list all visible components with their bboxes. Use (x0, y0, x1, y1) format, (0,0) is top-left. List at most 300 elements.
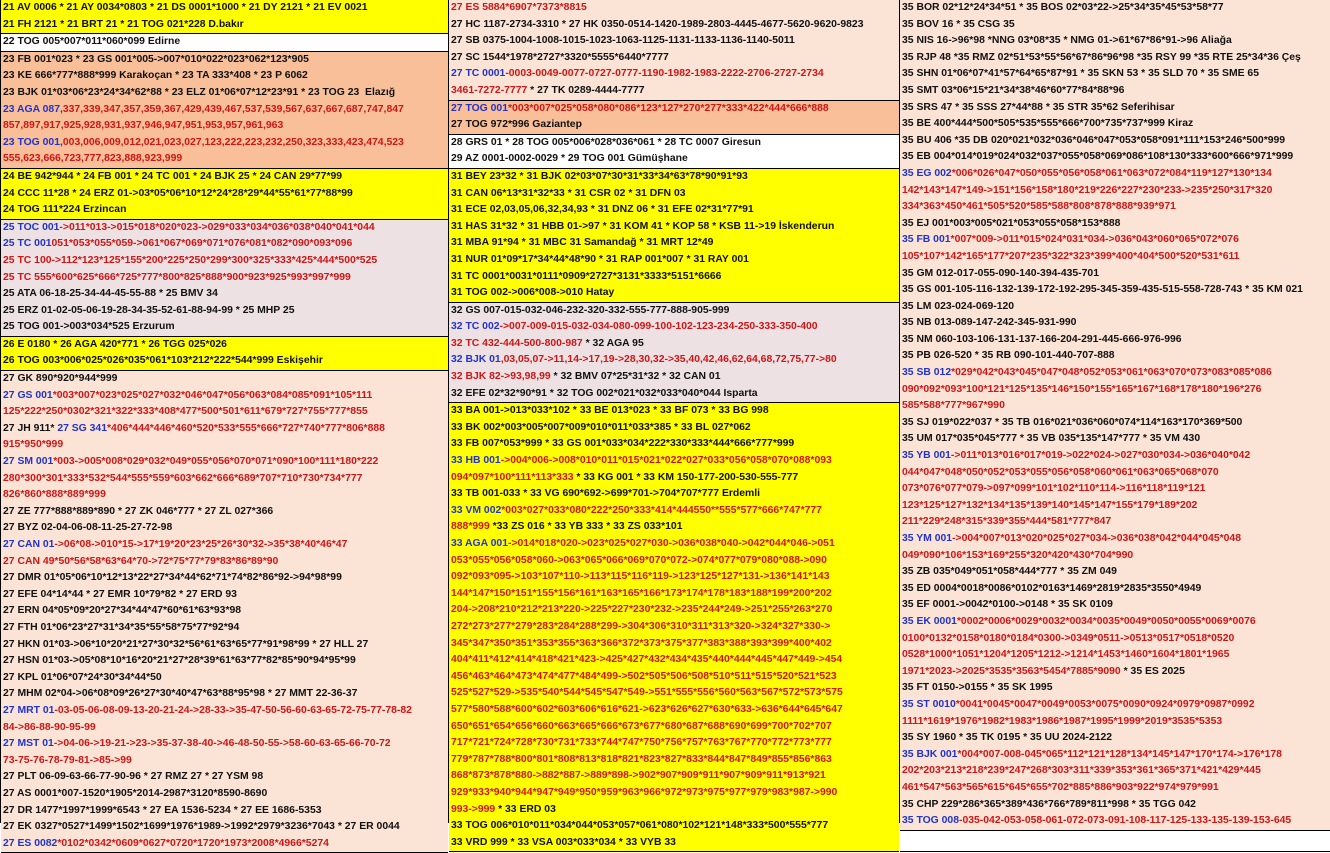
cell-text: 272*273*277*279*283*284*288*299->304*306*310*311*313*320->324*327*330-> (451, 620, 831, 632)
cell-line (3, 388, 446, 405)
cell-text: * 32 BMV 07*25*31*32 * 32 CAN 01 (550, 371, 721, 383)
cell-text: 27 ZE 777*888*889*890 * 27 ZK 046*777 * 27 ZL 027*366 (3, 505, 274, 517)
cell-line (902, 332, 1328, 349)
cell-line (902, 166, 1328, 183)
cell-text: 25 TOC 001 (3, 221, 60, 233)
sheet-cell[interactable] (449, 101, 899, 135)
cell-line (451, 486, 897, 503)
cell-line (3, 319, 446, 336)
cell-text: *33 ZS 016 * 33 YB 333 * 33 ZS 033*101 (489, 521, 683, 533)
cell-text: 35 YM 001 (902, 533, 953, 544)
cell-text: 27 TOG 001 (451, 102, 508, 114)
cell-line (902, 680, 1328, 697)
cell-line (3, 720, 446, 737)
cell-text: 25 ERZ 01-02-05-06-19-28-34-35-52-61-88-94-99 * 25 MHP 25 (3, 304, 295, 316)
cell-line (451, 219, 897, 236)
cell-line (451, 669, 897, 686)
cell-text: 826*860*888*889*999 (3, 489, 106, 501)
cell-text: 28 GRS 01 * 28 TOG 005*006*028*036*061 * 28 TC 0007 Giresun (451, 136, 761, 148)
cell-text: ->007-009-015-032-034-080-099-100-102-123-234-250-333-350-400 (499, 321, 818, 333)
cell-text: 31 TC 0001*0031*0111*0909*2727*3131*3333*5151*6666 (451, 270, 722, 282)
cell-line (451, 536, 897, 553)
cell-text: 404*411*412*414*418*421*423->425*427*432*434*435*440*444*445*447*449->454 (451, 654, 843, 666)
cell-text: 090*092*093*100*121*125*135*146*150*155*165*167*168*178*180*196*276 (902, 383, 1262, 395)
cell-line (451, 768, 897, 785)
cell-line (3, 68, 446, 85)
cell-line (451, 369, 897, 386)
cell-text: 35 ED 0004*0018*0086*0102*0163*1469*2819*2835*3550*4949 (902, 582, 1202, 594)
cell-text: 35 NM 060-103-106-131-137-166-204-291-445-666-976-996 (902, 333, 1182, 345)
cell-line (3, 637, 446, 654)
cell-text: 993->999 (451, 803, 496, 815)
cell-text: 35 YB 001 (902, 450, 951, 462)
cell-line (902, 797, 1328, 814)
cell-line (902, 149, 1328, 166)
cell-line (451, 235, 897, 252)
cell-text: *0102*0342*0609*0627*0720*1720*1973*2008*4966*5274 (57, 837, 329, 849)
cell-line (902, 831, 1328, 848)
cell-line (451, 503, 897, 520)
cell-text: * 35 ES 2025 (1120, 665, 1185, 677)
cell-text: 717*721*724*728*730*731*733*744*747*750*756*757*763*767*770*772*773*777 (451, 737, 832, 749)
cell-line (3, 34, 446, 51)
cell-line (902, 216, 1328, 233)
cell-text: 23 AGA 087, (3, 103, 63, 115)
cell-text: 35 ZB 035*049*051*058*444*777 * 35 ZM 049 (902, 566, 1117, 578)
cell-text: 32 BJK 01 (451, 354, 501, 366)
cell-text: 27 PLT 06-09-63-66-77-90-96 * 27 RMZ 27 * 27 YSM 98 (3, 771, 264, 783)
cell-line (902, 266, 1328, 283)
cell-line (451, 169, 897, 186)
cell-text: *003*027*033*080*222*250*333*414*444550**555*577*666*747*777 (501, 504, 822, 516)
cell-line (3, 653, 446, 670)
cell-text: ->004*007*013*020*025*027*034->036*038*042*044*045*048 (952, 533, 1241, 544)
cell-text: 29 AZ 0001-0002-0029 * 29 TOG 001 Gümüşhane (451, 153, 688, 165)
cell-line (451, 66, 897, 83)
cell-line (902, 498, 1328, 515)
cell-line (902, 398, 1328, 415)
cell-line (451, 151, 897, 168)
cell-text: 27 AS 0001*007-1520*1905*2014-2987*3120*8590-8690 (3, 787, 268, 799)
cell-line (902, 50, 1328, 67)
cell-text: 73-75-76-78-79-81->85->99 (3, 754, 132, 766)
cell-line (3, 404, 446, 421)
cell-line (3, 554, 446, 571)
sheet-cell[interactable] (1, 220, 448, 337)
cell-line (451, 285, 897, 302)
cell-line (3, 520, 446, 537)
cell-line (451, 735, 897, 752)
cell-line (451, 202, 897, 219)
cell-text: 27 ES 0082 (3, 837, 58, 849)
cell-line (3, 135, 446, 152)
cell-text: *003->005*008*029*032*049*055*056*070*071*090*100*111*180*222 (53, 456, 379, 468)
cell-line (902, 299, 1328, 316)
cell-text: 33 FB 007*053*999 * 33 GS 001*033*034*222*330*333*444*666*777*999 (451, 438, 795, 450)
cell-text: 24 BE 942*944 * 24 FB 001 * 24 TC 001 * 24 BJK 25 * 24 CAN 29*77*99 (3, 170, 343, 182)
cell-text: 779*787*788*800*801*808*813*818*821*823*827*833*844*847*849*855*856*863 (451, 753, 832, 765)
cell-text: *029*042*043*045*047*048*052*053*061*063*070*073*083*085*086 (951, 367, 1272, 379)
cell-text: 27 ERN 04*05*09*20*27*34*44*47*60*61*63*93*98 (3, 605, 242, 617)
cell-line (3, 769, 446, 786)
cell-text: 27 GS 001 (3, 389, 53, 401)
cell-line (451, 420, 897, 437)
sheet-cell[interactable] (449, 169, 899, 303)
cell-text: ->011*013*016*017*019->022*024->027*030*034->036*040*042 (950, 450, 1251, 462)
cell-text: 35 BJK 001 (902, 748, 958, 760)
cell-line (3, 220, 446, 237)
cell-line (902, 531, 1328, 548)
cell-text: ,03,05,07->11,14->17,19->28,30,32->35,40,42,46,62,64,68,72,75,77->80 (500, 354, 837, 366)
cell-line (3, 537, 446, 554)
sheet-cell[interactable] (1, 169, 448, 220)
cell-line (3, 421, 446, 438)
cell-line (902, 0, 1328, 17)
sheet-cell[interactable] (449, 135, 899, 169)
cell-line (451, 702, 897, 719)
cell-line (3, 836, 446, 853)
cell-text: ->004*006->008*010*011*015*021*022*027*033*056*058*070*088*093 (500, 455, 832, 467)
cell-text: 585*588*777*967*990 (902, 400, 1005, 412)
cell-line (3, 286, 446, 303)
cell-text: 27 HC 1187-2734-3310 * 27 HK 0350-0514-1420-1989-2803-4445-4677-5620-9620-9823 (451, 18, 864, 30)
cell-line (3, 487, 446, 504)
cell-text: 35 BOV 16 * 35 CSG 35 (902, 18, 1015, 30)
cell-line (902, 448, 1328, 465)
cell-text: 337,339,347,357,359,367,429,439,467,537,539,567,637,667,687,747,847 (62, 103, 404, 115)
cell-line (902, 664, 1328, 681)
sheet-cell[interactable] (1, 371, 448, 853)
cell-text: 35 EK 0001 (902, 615, 957, 627)
cell-line (451, 303, 897, 320)
cell-line (902, 581, 1328, 598)
cell-line (451, 336, 897, 353)
cell-text: -03-05-06-08-09-13-20-21-24->28-33->35-47-50-56-60-63-65-72-75-77-78-82 (54, 704, 412, 716)
cell-text: 35 UM 017*035*045*777 * 35 VB 035*135*147*777 * 35 VM 430 (902, 433, 1201, 445)
cell-text: 35 TOG 008 (902, 815, 959, 827)
cell-text: 27 SM 001 (3, 456, 54, 468)
cell-line (451, 352, 897, 369)
cell-line (451, 252, 897, 269)
cell-text: 31 TOG 002->006*008->010 Hatay (451, 287, 615, 299)
cell-text: 21 FH 2121 * 21 BRT 21 * 21 TOG 021*228 D.bakır (3, 18, 244, 30)
sheet-cell[interactable] (900, 0, 1330, 831)
cell-line (902, 199, 1328, 216)
cell-text: 24 TOG 111*224 Erzincan (3, 204, 127, 216)
sheet-cell[interactable] (1, 34, 448, 52)
cell-text: 27 SB 0375-1004-1008-1015-1023-1063-1125-1131-1133-1136-1140-5011 (451, 35, 795, 47)
cell-line (451, 319, 897, 336)
cell-text: -035-042-053-058-061-072-073-091-108-117-125-133-135-139-153-645 (959, 815, 1292, 827)
cell-text: 204->208*210*212*213*220->225*227*230*232->235*244*249->251*255*263*270 (451, 604, 833, 616)
cell-line (451, 83, 897, 100)
cell-text: 35 RJP 48 *35 RMZ 02*51*53*55*56*67*86*96*98 *35 RSY 99 *35 RTE 25*34*36 Çeş (902, 51, 1301, 63)
cell-text: 27 DMR 01*05*06*10*12*13*22*27*34*44*62*71*74*82*86*92->94*98*99 (3, 572, 342, 584)
cell-text: 123*125*127*132*134*135*139*140*145*147*155*179*189*202 (902, 499, 1198, 511)
cell-text: ->014*018*020->023*025*027*030->036*038*040->042*044*046->051 (508, 538, 835, 549)
cell-text: *004*007-008-045*065*112*121*128*134*145*147*170*174->176*178 (957, 748, 1282, 760)
cell-line (451, 586, 897, 603)
cell-text: 142*143*147*149->151*156*158*180*219*226*227*230*233->235*250*317*320 (902, 184, 1273, 196)
cell-line (3, 620, 446, 637)
cell-text: 35 SJ 019*022*037 * 35 TB 016*021*036*060*074*114*163*170*369*500 (902, 416, 1243, 428)
cell-line (451, 619, 897, 636)
cell-text: 27 MST 01 (3, 738, 54, 750)
cell-text: 25 TC 001 (3, 238, 52, 250)
cell-text: 27 EFE 04*14*44 * 27 EMR 10*79*82 * 27 ERD 93 (3, 588, 237, 600)
cell-text: 27 CAN 49*50*56*58*63*64*70->72*75*77*79*83*86*89*90 (3, 555, 279, 567)
cell-line (902, 730, 1328, 747)
cell-text: 27 TOG 972*996 Gaziantep (451, 119, 582, 131)
cell-text: 25 ATA 06-18-25-34-44-45-55-88 * 25 BMV 34 (3, 288, 218, 300)
cell-text: 053*055*056*058*060->063*065*066*069*070*072->074*077*079*080*088->090 (451, 554, 827, 566)
cell-text: 27 CAN 01 (3, 539, 55, 550)
cell-text: 31 NUR 01*09*17*34*44*48*90 * 31 RAP 001*007 * 31 RAY 001 (451, 253, 749, 265)
cell-text: 35 PB 026-520 * 35 RB 090-101-440-707-888 (902, 350, 1115, 362)
cell-text: *0002*0006*0029*0032*0034*0035*0049*0050*0055*0069*0076 (956, 615, 1256, 627)
sheet-cell[interactable] (449, 0, 899, 101)
cell-line (3, 471, 446, 488)
cell-line (3, 186, 446, 203)
cell-text: 650*651*654*656*660*663*665*666*673*677*680*687*688*690*699*700*702*707 (451, 720, 832, 732)
cell-text: 27 DR 1477*1997*1999*6543 * 27 EA 1536-5234 * 27 EE 1686-5353 (3, 804, 322, 816)
cell-line (3, 437, 446, 454)
cell-text: 32 TC 432-444-500-800-987 (451, 337, 583, 349)
cell-line (3, 504, 446, 521)
cell-line (3, 118, 446, 135)
cell-text: 0528*1000*1051*1204*1205*1212->1214*1453*1460*1604*1801*1965 (902, 649, 1230, 661)
cell-text: 35 EJ 001*003*005*021*053*055*058*153*888 (902, 217, 1121, 229)
cell-text: 27 HSN 01*03->05*08*10*16*20*21*27*28*39*61*63*77*82*85*90*94*95*99 (3, 655, 356, 667)
cell-line (902, 415, 1328, 432)
cell-line (902, 763, 1328, 780)
cell-line (902, 431, 1328, 448)
cell-line (3, 454, 446, 471)
cell-text: 24 CCC 11*28 * 24 ERZ 01->03*05*06*10*12*24*28*29*44*55*61*77*88*99 (3, 187, 353, 199)
cell-text: 26 TOG 003*006*025*026*035*061*103*212*222*544*999 Eskişehir (3, 355, 323, 367)
cell-text: 35 CHP 229*286*365*389*436*766*789*811*998 * 35 TGG 042 (902, 798, 1196, 810)
cell-text: 21 AV 0006 * 21 AY 0034*0803 * 21 DS 0001*1000 * 21 DY 2121 * 21 EV 0021 (3, 2, 368, 13)
cell-text: 33 VM 002 (451, 504, 502, 516)
sheet-cell[interactable] (1, 52, 448, 169)
cell-text: 35 SHN 01*06*07*41*57*64*65*87*91 * 35 SKN 53 * 35 SLD 70 * 35 SME 65 (902, 68, 1259, 80)
cell-text: 25 TC 555*600*625*666*725*777*800*825*888*900*923*925*993*997*999 (3, 271, 351, 283)
cell-line (3, 52, 446, 69)
cell-line (451, 101, 897, 118)
cell-line (3, 803, 446, 820)
cell-line (3, 603, 446, 620)
cell-text: 27 JH 911* (3, 422, 58, 434)
cell-line (902, 232, 1328, 249)
cell-text: 35 BE 400*444*500*505*535*555*666*700*735*737*999 Kiraz (902, 118, 1194, 130)
cell-text: 280*300*301*333*532*544*555*559*603*662*666*689*707*710*730*734*777 (3, 472, 363, 484)
cell-text: 26 E 0180 * 26 AGA 420*771 * 26 TGG 025*026 (3, 338, 227, 350)
cell-line (902, 282, 1328, 299)
cell-text: 32 BJK 82->93,98,99 (451, 371, 551, 383)
cell-text: *0041*0045*0047*0049*0053*0075*0090*0924*0979*0987*0992 (955, 698, 1255, 710)
cell-line (451, 818, 897, 835)
cell-text: 092*093*095->103*107*110->113*115*116*119->123*125*127*131->136*141*143 (451, 571, 830, 583)
cell-text: * 27 TK 0289-4444-7777 (527, 84, 645, 96)
cell-text: 27 SG 341 (57, 422, 107, 434)
cell-line (902, 17, 1328, 34)
cell-line (3, 703, 446, 720)
cell-text: 125*222*250*0302*321*322*333*408*477*500*501*611*679*727*755*777*855 (3, 406, 368, 418)
cell-line (451, 719, 897, 736)
cell-line (451, 17, 897, 34)
cell-text: *007*009->011*015*024*031*034->036*043*060*065*072*076 (950, 234, 1239, 246)
sheet-cell[interactable] (900, 831, 1330, 852)
cell-line (451, 453, 897, 470)
cell-line (902, 631, 1328, 648)
cell-line (451, 403, 897, 420)
sheet-cell[interactable] (449, 403, 899, 852)
cell-line (902, 597, 1328, 614)
cell-line (451, 553, 897, 570)
cell-line (902, 33, 1328, 50)
cell-line (3, 0, 446, 17)
cell-text: 23 KE 666*777*888*999 Karakoçan * 23 TA 333*408 * 23 P 6062 (3, 70, 308, 82)
cell-text: 3461-7272-7777 (451, 84, 528, 96)
cell-text: 345*347*350*351*353*355*363*366*372*373*375*377*383*388*393*399*400*402 (451, 637, 832, 649)
sheet-column-1 (0, 0, 448, 849)
cell-line (451, 186, 897, 203)
cell-text: 144*147*150*151*155*156*161*163*165*166*173*174*178*183*188*199*200*202 (451, 587, 832, 599)
cell-text: 22 TOG 005*007*011*060*099 Edirne (3, 36, 181, 48)
cell-text: 456*463*464*473*474*477*484*499->502*505*506*508*510*511*515*520*521*523 (451, 670, 837, 682)
cell-text: 32 EFE 02*32*90*91 * 32 TOG 002*021*032*033*040*044 Isparta (451, 387, 758, 399)
cell-line (902, 133, 1328, 150)
cell-text: 35 EG 002 (902, 167, 952, 179)
cell-line (3, 570, 446, 587)
cell-text: *006*026*047*050*055*056*058*061*063*072*084*119*127*130*134 (951, 167, 1272, 179)
cell-text: 32 GS 007-015-032-046-232-320-332-555-777-888-905-999 (451, 304, 730, 316)
cell-line (451, 569, 897, 586)
cell-line (902, 249, 1328, 266)
cell-line (3, 371, 446, 388)
cell-text: 33 TB 001-033 * 33 VG 690*692->699*701->704*707*777 Erdemli (451, 488, 761, 500)
sheet-cell[interactable] (1, 337, 448, 371)
cell-text: 0100*0132*0158*0180*0184*0300->0349*0511->0513*0517*0518*0520 (902, 632, 1235, 644)
cell-line (3, 169, 446, 186)
cell-text: ->06*08->010*15->17*19*20*23*25*26*30*32->35*38*40*46*47 (54, 539, 348, 550)
cell-text: 35 BOR 02*12*24*34*51 * 35 BOS 02*03*22->25*34*35*45*53*58*77 (902, 2, 1224, 13)
cell-line (451, 0, 897, 17)
cell-text: 202*203*213*218*239*247*268*303*311*339*353*361*365*371*421*429*445 (902, 765, 1261, 777)
cell-line (3, 587, 446, 604)
cell-text: 461*547*563*565*615*645*655*702*885*886*903*922*974*979*991 (902, 781, 1219, 793)
cell-text: 31 MBA 91*94 * 31 MBC 31 Samandağ * 31 MRT 12*49 (451, 237, 714, 249)
cell-line (902, 465, 1328, 482)
cell-text: 23 BJK 01*03*06*23*24*34*62*88 * 23 ELZ 01*06*07*12*23*91 * 23 TOG 23 Elazığ (3, 86, 396, 98)
cell-line (451, 117, 897, 134)
cell-text: 049*090*106*153*169*255*320*420*430*704*990 (902, 549, 1134, 561)
cell-text: 27 KPL 01*06*07*24*30*34*44*50 (3, 671, 162, 683)
cell-text: 915*950*999 (3, 439, 64, 451)
cell-line (451, 470, 897, 487)
cell-text: 23 FB 001*023 * 23 GS 001*005->007*010*022*023*062*123*905 (3, 53, 309, 65)
cell-text: 334*363*450*461*505*520*585*588*808*878*888*939*971 (902, 201, 1176, 213)
cell-line (451, 636, 897, 653)
cell-text: 857,897,917,925,928,931,937,946,947,951,953,957,961,963 (3, 120, 284, 132)
cell-text: 27 EK 0327*0527*1499*1502*1699*1976*1989->1992*2979*3236*7043 * 27 ER 0044 (3, 821, 400, 833)
cell-text: 35 EB 004*014*019*024*032*037*055*058*069*086*108*130*333*600*666*971*999 (902, 151, 1294, 163)
cell-text: 35 GS 001-105-116-132-139-172-192-295-345-359-435-515-558-728-743 * 35 KM 021 (902, 284, 1303, 296)
cell-text: ->011*013->015*018*020*023->029*033*034*036*038*040*041*044 (59, 221, 375, 233)
cell-text: 27 BYZ 02-04-06-08-11-25-27-72-98 (3, 522, 173, 534)
cell-text: 27 ES 5884*6907*7373*8815 (451, 2, 587, 13)
cell-text: *406*444*446*460*520*533*555*666*727*740*777*806*888 (107, 422, 385, 434)
sheet-column-3 (899, 0, 1330, 827)
cell-text: 33 BK 002*003*005*007*009*010*011*033*385 * 33 BL 027*062 (451, 421, 751, 433)
cell-text: 31 HAS 31*32 * 31 HBB 01->97 * 31 KOM 41 * KOP 58 * KSB 11->19 İskenderun (451, 220, 835, 232)
cell-line (3, 202, 446, 219)
cell-line (902, 714, 1328, 731)
cell-line (3, 670, 446, 687)
cell-line (451, 752, 897, 769)
cell-line (3, 270, 446, 287)
cell-line (902, 548, 1328, 565)
cell-text: 555,623,666,723,777,823,888,923,999 (3, 153, 183, 165)
cell-text: 003,006,009,012,021,023,027,123,222,223,232,250,323,333,423,474,523 (62, 136, 404, 148)
cell-line (3, 253, 446, 270)
cell-text: 868*873*878*880->882*887->889*898->902*907*909*911*907*909*911*913*921 (451, 770, 826, 782)
sheet-cell[interactable] (449, 303, 899, 404)
cell-text: 31 ECE 02,03,05,06,32,34,93 * 31 DNZ 06 * 31 EFE 02*31*77*91 (451, 204, 754, 216)
cell-text: * 33 ERD 03 (495, 803, 556, 815)
cell-text: 35 NB 013-089-147-242-345-931-990 (902, 317, 1077, 329)
cell-text: 27 FTH 01*06*23*27*31*34*35*55*58*75*77*92*94 (3, 621, 240, 633)
cell-text: 35 BU 406 *35 DB 020*021*032*036*046*047*053*058*091*111*153*246*500*999 (902, 134, 1286, 146)
cell-text: 35 SB 012 (902, 367, 952, 379)
cell-text: 33 VRD 999 * 33 VSA 003*033*034 * 33 VYB 33 (451, 836, 676, 848)
cell-line (902, 365, 1328, 382)
cell-text: -0003-0049-0077-0727-0777-1190-1982-1983-2222-2706-2727-2734 (505, 68, 824, 80)
sheet-cell[interactable] (1, 0, 448, 34)
cell-line (902, 116, 1328, 133)
cell-text: 84->86-88-90-95-99 (3, 721, 96, 733)
cell-line (3, 85, 446, 102)
cell-line (451, 386, 897, 403)
cell-text: 33 TOG 006*010*011*034*044*053*057*061*080*102*121*148*333*500*555*777 (451, 820, 829, 832)
cell-line (3, 353, 446, 370)
cell-text: *003*007*025*058*080*086*123*127*270*277*333*422*444*666*888 (508, 102, 829, 114)
cell-text: 577*580*588*600*602*603*606*616*621->623*626*627*630*633->636*644*645*647 (451, 703, 843, 715)
cell-line (451, 50, 897, 67)
cell-line (451, 835, 897, 852)
cell-text: 105*107*142*165*177*207*235*322*323*399*400*404*500*520*531*611 (902, 250, 1240, 262)
sheet-column-2 (448, 0, 899, 848)
cell-line (902, 747, 1328, 764)
cell-line (902, 813, 1328, 830)
cell-text: 27 SC 1544*1978*2727*3320*5555*6440*7777 (451, 51, 669, 63)
cell-line (3, 337, 446, 354)
cell-text: 33 HB 001 (451, 455, 501, 467)
cell-text: * 33 KG 001 * 33 KM 150-177-200-530-555-777 (573, 471, 799, 483)
cell-line (902, 780, 1328, 797)
cell-line (451, 135, 897, 152)
cell-line (3, 753, 446, 770)
cell-text: 27 HKN 01*03->06*10*20*21*27*30*32*56*61*63*65*77*91*98*99 * 27 HLL 27 (3, 638, 369, 650)
cell-line (451, 802, 897, 819)
cell-text: 35 SY 1960 * 35 TK 0195 * 35 UU 2024-2122 (902, 732, 1113, 744)
cell-text: 35 EF 0001->0042*0100->0148 * 35 SK 0109 (902, 599, 1113, 611)
cell-text: 1111*1619*1976*1982*1983*1986*1987*1995*1999*2019*3535*5353 (902, 715, 1223, 727)
cell-text: 929*933*940*944*947*949*950*959*963*966*972*973*975*977*979*983*987->990 (451, 786, 838, 798)
cell-text: 35 FB 001 (902, 234, 951, 246)
cell-text: 525*527*529->535*540*544*545*547*549->551*555*556*560*563*567*572*573*575 (451, 687, 843, 699)
cell-line (902, 348, 1328, 365)
